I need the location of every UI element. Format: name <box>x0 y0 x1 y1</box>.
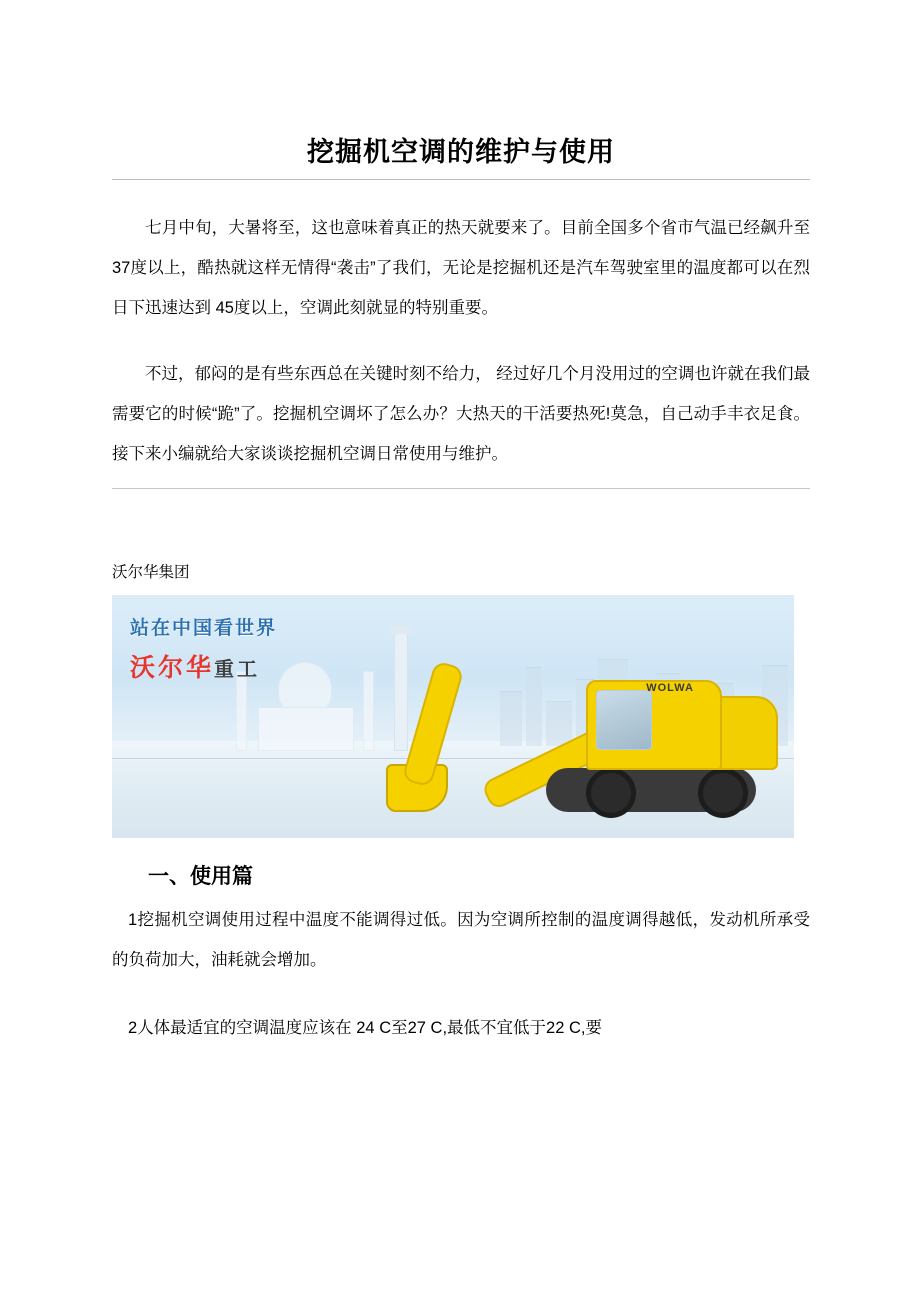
spacer <box>112 474 810 488</box>
wolwa-excavator-banner <box>112 595 794 838</box>
excavator-wheel-icon <box>698 768 748 818</box>
list-item-1 <box>112 900 810 980</box>
paragraph-2-line-3: 天的干活要热死!莫急，自己动手丰衣足食。接下来小编就给大家谈谈挖掘 <box>112 405 810 463</box>
paragraph-1-line-3: 挖掘机还是汽车驾驶室里的温度都可以在烈日下迅速达到 45度以上，空 <box>112 259 811 317</box>
figure-brand-main: 沃尔华 <box>130 654 215 682</box>
paragraph-1-line-4: 调此刻就显的特别重要。 <box>316 299 498 317</box>
document-content <box>112 0 810 1048</box>
paragraph-gap <box>112 328 810 354</box>
paragraph-1-line-1: 七月中旬，大暑将至，这也意味着真正的热天就要来了。目前全国多个 <box>145 219 661 237</box>
paragraph-2-line-1: 不过，郁闷的是有些东西总在关键时刻不给力， 经过好几个月没用过的 <box>145 365 662 383</box>
paragraph-2-line-2: 空调也许就在我们最需要它的时候“跪”了。挖掘机空调坏了怎么办？大热 <box>112 365 811 423</box>
title-divider <box>112 179 810 180</box>
list-item-2 <box>112 1008 810 1048</box>
page-title: 挖掘机空调的维护与使用 <box>307 137 615 167</box>
excavator-arm-icon <box>401 660 464 787</box>
list-item-1-line-2: 得越低，发动机所承受的负荷加大，油耗就会增加。 <box>112 911 810 969</box>
list-item-1-line-1: 1挖掘机空调使用过程中温度不能调得过低。因为空调所控制的温度调 <box>128 911 643 929</box>
paragraph-1 <box>112 208 810 328</box>
excavator-illustration <box>366 617 786 822</box>
building-base-icon <box>258 707 354 751</box>
figure-brand-sub: 重工 <box>214 659 261 681</box>
figure-overlay-line-2 <box>130 648 390 684</box>
figure-overlay-line-1: 站在中国看世界 <box>130 618 278 639</box>
list-item-2-line-1: 2人体最适宜的空调温度应该在 24 C至27 C,最低不宜低于22 C,要 <box>128 1019 602 1037</box>
machine-brand-label: WOLWA <box>646 682 694 694</box>
spacer <box>112 980 810 998</box>
spacer <box>112 489 810 561</box>
section-heading: 一、使用篇 <box>148 865 253 888</box>
paragraph-1-line-2: 省市气温已经飙升至37度以上，酷热就这样无情得“袭击”了我们，无论是 <box>112 219 810 277</box>
excavator-wheel-icon <box>586 768 636 818</box>
paragraph-2 <box>112 354 810 474</box>
company-caption: 沃尔华集团 <box>112 564 190 581</box>
cab-window-icon <box>596 690 652 750</box>
figure-overlay-text <box>130 613 390 684</box>
paragraph-2-line-4: 机空调日常使用与维护。 <box>326 445 508 463</box>
